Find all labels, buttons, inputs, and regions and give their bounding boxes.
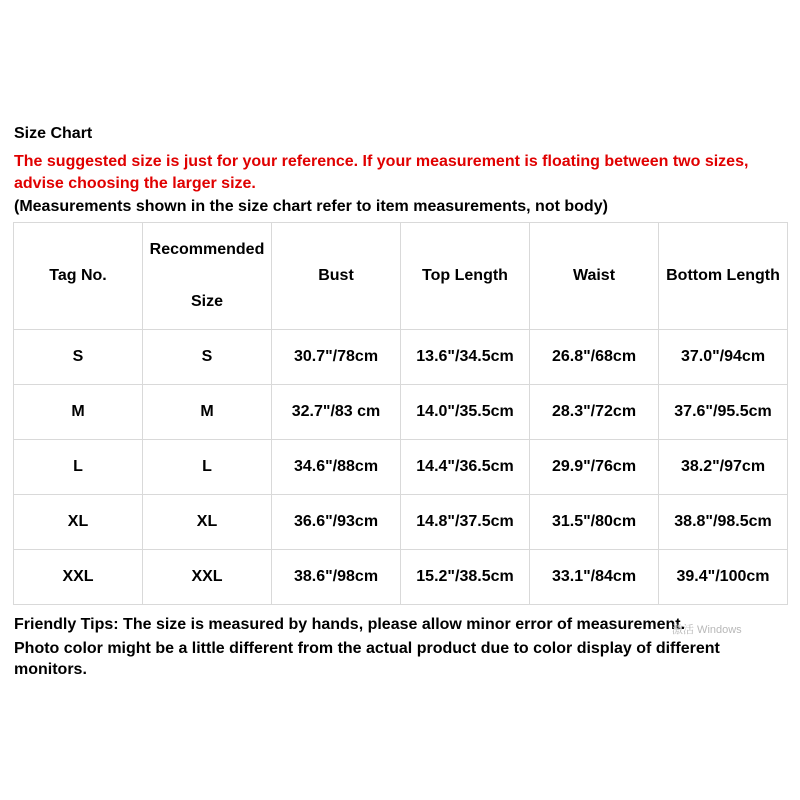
column-header-waist: Waist — [530, 223, 659, 330]
measurement-note: (Measurements shown in the size chart refer to item measurements, not body) — [14, 198, 608, 215]
activation-watermark: 激活 Windows — [672, 624, 742, 636]
size-chart-table — [13, 222, 788, 605]
table-cell: 37.6"/95.5cm — [659, 385, 788, 440]
friendly-tips — [14, 614, 784, 680]
table-row — [14, 495, 788, 550]
column-header-top-length: Top Length — [401, 223, 530, 330]
table-cell: XL — [143, 495, 272, 550]
table-row — [14, 550, 788, 605]
column-header-bottom-length: Bottom Length — [659, 223, 788, 330]
table-cell: L — [143, 440, 272, 495]
column-header-recommended-size: Recommended Size — [143, 223, 272, 330]
table-cell: 14.0"/35.5cm — [401, 385, 530, 440]
table-cell: 37.0"/94cm — [659, 330, 788, 385]
table-cell: 26.8"/68cm — [530, 330, 659, 385]
table-cell: M — [143, 385, 272, 440]
table-cell: 30.7"/78cm — [272, 330, 401, 385]
table-cell: 38.8"/98.5cm — [659, 495, 788, 550]
tip-measurement-error: Friendly Tips: The size is measured by hands, please allow minor error of measurement. — [14, 616, 686, 633]
page-title: Size Chart — [14, 125, 93, 142]
table-cell: 38.2"/97cm — [659, 440, 788, 495]
table-cell: XXL — [14, 550, 143, 605]
table-cell: L — [14, 440, 143, 495]
table-cell: 13.6"/34.5cm — [401, 330, 530, 385]
table-row — [14, 440, 788, 495]
table-cell: XXL — [143, 550, 272, 605]
table-cell: 33.1"/84cm — [530, 550, 659, 605]
table-cell: 36.6"/93cm — [272, 495, 401, 550]
table-cell: 28.3"/72cm — [530, 385, 659, 440]
table-row — [14, 330, 788, 385]
column-header-bust: Bust — [272, 223, 401, 330]
table-cell: 38.6"/98cm — [272, 550, 401, 605]
tip-photo-color: Photo color might be a little different from the actual product due to color display of different monitors. — [14, 640, 720, 678]
table-row — [14, 385, 788, 440]
table-header-row — [14, 223, 788, 330]
column-header-tag-no: Tag No. — [14, 223, 143, 330]
size-advice-notice: The suggested size is just for your reference. If your measurement is floating between two sizes, advise choosing the larger size. — [14, 153, 749, 192]
table-cell: XL — [14, 495, 143, 550]
table-cell: S — [143, 330, 272, 385]
table-cell: 34.6"/88cm — [272, 440, 401, 495]
table-cell: 14.8"/37.5cm — [401, 495, 530, 550]
table-cell: 14.4"/36.5cm — [401, 440, 530, 495]
table-cell: 29.9"/76cm — [530, 440, 659, 495]
table-cell: 15.2"/38.5cm — [401, 550, 530, 605]
table-cell: S — [14, 330, 143, 385]
table-cell: 39.4"/100cm — [659, 550, 788, 605]
table-cell: M — [14, 385, 143, 440]
table-cell: 31.5"/80cm — [530, 495, 659, 550]
table-cell: 32.7"/83 cm — [272, 385, 401, 440]
